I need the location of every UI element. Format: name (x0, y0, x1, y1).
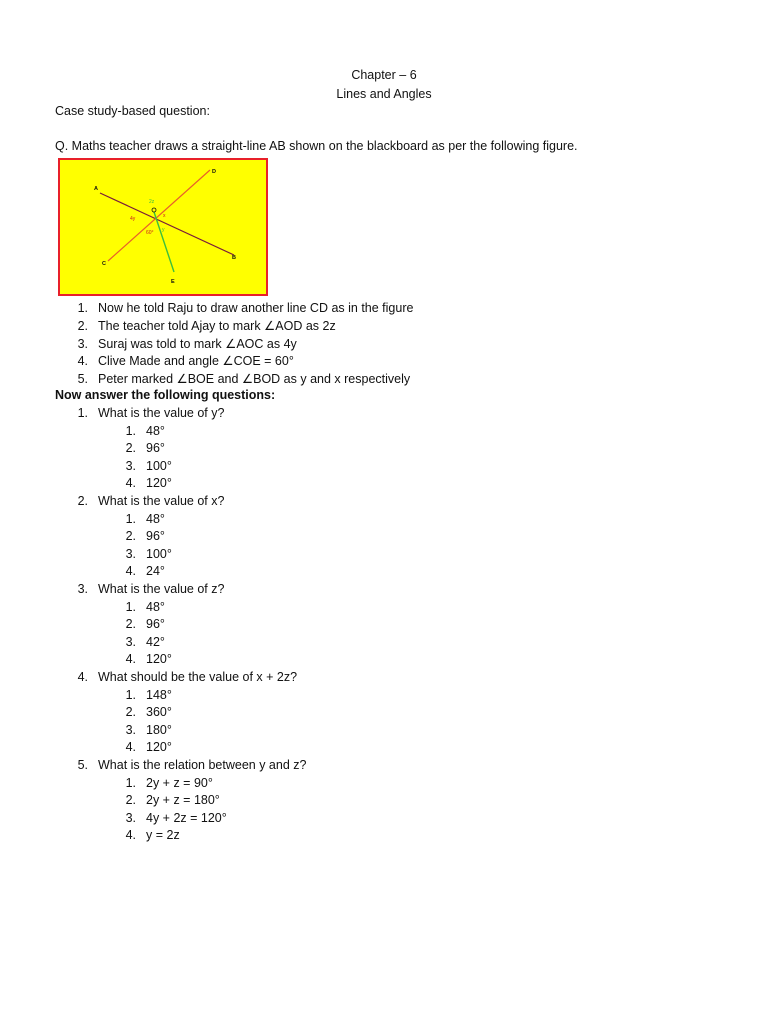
line-oe (154, 212, 174, 272)
option-item: 2. 360° (125, 705, 172, 719)
option-item: 1. 2y + z = 90° (125, 776, 213, 790)
instruction-item: 1. Now he told Raju to draw another line CD as in the figure (77, 301, 414, 315)
point-e-label: E (171, 279, 175, 285)
question-item: 5. What is the relation between y and z? (77, 758, 307, 772)
option-item: 3. 180° (125, 723, 172, 737)
angle-y-label: y (162, 227, 165, 233)
question-item: 3. What is the value of z? (77, 582, 225, 596)
point-a-label: A (94, 186, 98, 192)
instruction-item: 3. Suraj was told to mark ∠AOC as 4y (77, 337, 297, 351)
point-d-label: D (212, 169, 216, 175)
question-item: 2. What is the value of x? (77, 494, 225, 508)
instruction-item: 2. The teacher told Ajay to mark ∠AOD as 2z (77, 319, 336, 333)
question-item: 4. What should be the value of x + 2z? (77, 670, 298, 684)
option-item: 4. 120° (125, 476, 172, 490)
point-c-label: C (102, 261, 106, 267)
question-statement: Q. Maths teacher draws a straight-line AB shown on the blackboard as per the following figure. (55, 139, 578, 153)
option-item: 3. 100° (125, 459, 172, 473)
line-ab (100, 193, 234, 255)
point-b-label: B (232, 255, 236, 261)
point-o-marker (152, 208, 156, 212)
option-item: 1. 48° (125, 512, 165, 526)
option-item: 2. 96° (125, 617, 165, 631)
instruction-item: 5. Peter marked ∠BOE and ∠BOD as y and x respectively (77, 372, 411, 386)
lines-diagram (60, 160, 266, 294)
option-item: 4. 24° (125, 564, 165, 578)
option-item: 1. 48° (125, 424, 165, 438)
option-item: 1. 48° (125, 600, 165, 614)
option-item: 4. 120° (125, 740, 172, 754)
angle-x-label: x (163, 213, 166, 219)
question-item: 1. What is the value of y? (77, 406, 225, 420)
chapter-heading: Chapter – 6 (351, 68, 417, 82)
angle-2z-label: 2z (149, 199, 155, 205)
option-item: 2. 2y + z = 180° (125, 793, 220, 807)
case-study-label: Case study-based question: (55, 104, 210, 118)
chapter-title: Lines and Angles (336, 87, 432, 101)
geometry-figure (58, 158, 268, 296)
angle-4y-label: 4y (130, 216, 136, 222)
option-item: 3. 42° (125, 635, 165, 649)
option-item: 1. 148° (125, 688, 172, 702)
option-item: 4. y = 2z (125, 828, 180, 842)
option-item: 3. 100° (125, 547, 172, 561)
instruction-item: 4. Clive Made and angle ∠COE = 60° (77, 354, 294, 368)
option-item: 2. 96° (125, 529, 165, 543)
angle-60-label: 60° (146, 230, 154, 236)
option-item: 3. 4y + 2z = 120° (125, 811, 227, 825)
option-item: 2. 96° (125, 441, 165, 455)
option-item: 4. 120° (125, 652, 172, 666)
line-cd (108, 170, 210, 261)
answer-heading: Now answer the following questions: (55, 388, 276, 402)
